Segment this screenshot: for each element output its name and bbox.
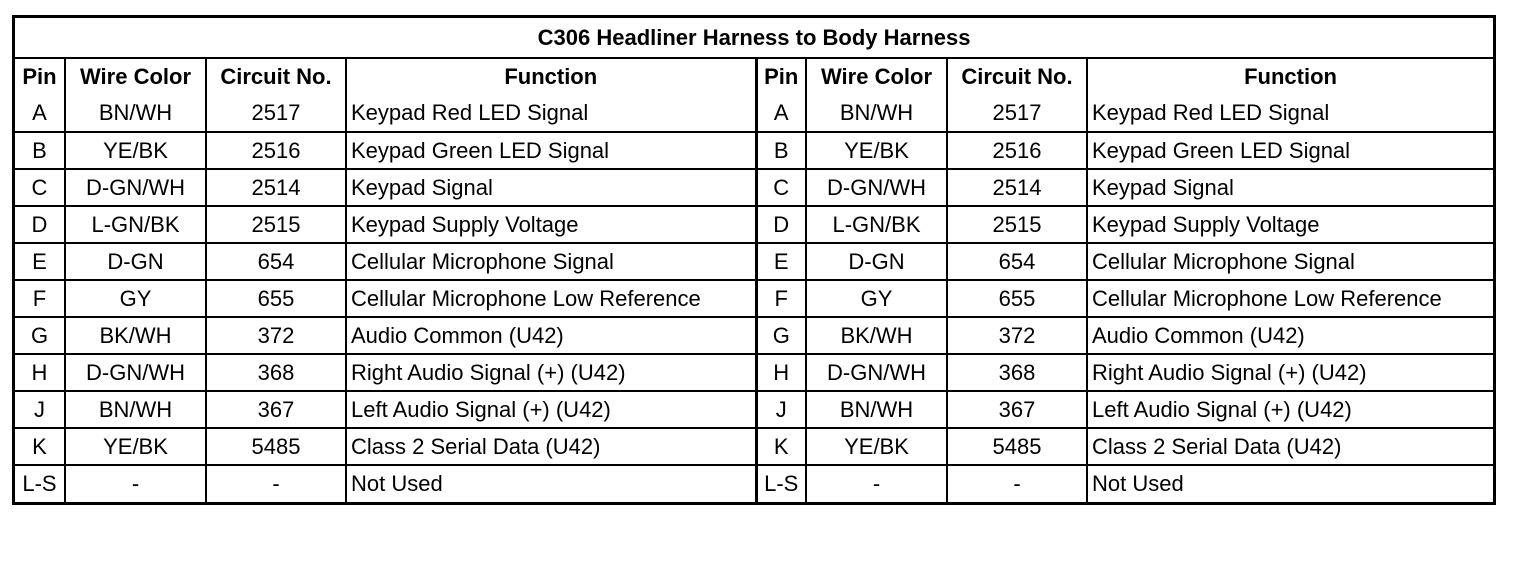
header-pin: Pin <box>756 58 806 95</box>
table-row <box>15 428 1493 465</box>
pin-cell: L-S <box>15 465 65 502</box>
function-cell: Class 2 Serial Data (U42) <box>346 428 756 465</box>
function-cell: Audio Common (U42) <box>346 317 756 354</box>
pin-cell: K <box>15 428 65 465</box>
function-cell: Keypad Supply Voltage <box>346 206 756 243</box>
function-cell: Right Audio Signal (+) (U42) <box>1087 354 1493 391</box>
pin-cell: J <box>15 391 65 428</box>
circuit-cell: 5485 <box>947 428 1087 465</box>
wire-color-cell: D-GN/WH <box>65 169 206 206</box>
pin-cell: D <box>756 206 806 243</box>
circuit-cell: 2514 <box>206 169 346 206</box>
circuit-cell: 2514 <box>947 169 1087 206</box>
wire-color-cell: YE/BK <box>65 428 206 465</box>
pin-cell: A <box>756 95 806 132</box>
header-function: Function <box>346 58 756 95</box>
circuit-cell: 368 <box>947 354 1087 391</box>
header-circuit-no: Circuit No. <box>947 58 1087 95</box>
connector-table-container <box>12 15 1496 505</box>
pin-cell: H <box>15 354 65 391</box>
function-cell: Left Audio Signal (+) (U42) <box>346 391 756 428</box>
pin-cell: E <box>15 243 65 280</box>
pin-cell: A <box>15 95 65 132</box>
wire-color-cell: L-GN/BK <box>65 206 206 243</box>
wire-color-cell: D-GN <box>65 243 206 280</box>
circuit-cell: 2517 <box>206 95 346 132</box>
pin-cell: C <box>15 169 65 206</box>
header-wire-color: Wire Color <box>806 58 947 95</box>
function-cell: Cellular Microphone Low Reference <box>346 280 756 317</box>
wire-color-cell: GY <box>806 280 947 317</box>
header-circuit-no: Circuit No. <box>206 58 346 95</box>
table-row <box>15 132 1493 169</box>
function-cell: Cellular Microphone Low Reference <box>1087 280 1493 317</box>
table-row <box>15 391 1493 428</box>
circuit-cell: 654 <box>206 243 346 280</box>
wire-color-cell: YE/BK <box>65 132 206 169</box>
function-cell: Keypad Green LED Signal <box>346 132 756 169</box>
circuit-cell: 367 <box>206 391 346 428</box>
circuit-cell: 367 <box>947 391 1087 428</box>
connector-pinout-table <box>15 18 1493 502</box>
circuit-cell: 2516 <box>947 132 1087 169</box>
table-body <box>15 95 1493 502</box>
circuit-cell: - <box>947 465 1087 502</box>
table-row <box>15 354 1493 391</box>
wire-color-cell: BN/WH <box>806 391 947 428</box>
wire-color-cell: - <box>806 465 947 502</box>
circuit-cell: 655 <box>206 280 346 317</box>
function-cell: Keypad Signal <box>1087 169 1493 206</box>
wire-color-cell: BN/WH <box>65 391 206 428</box>
function-cell: Cellular Microphone Signal <box>1087 243 1493 280</box>
pin-cell: K <box>756 428 806 465</box>
circuit-cell: 2515 <box>947 206 1087 243</box>
pin-cell: L-S <box>756 465 806 502</box>
wire-color-cell: BN/WH <box>65 95 206 132</box>
function-cell: Keypad Supply Voltage <box>1087 206 1493 243</box>
pin-cell: F <box>15 280 65 317</box>
pin-cell: G <box>15 317 65 354</box>
circuit-cell: 2516 <box>206 132 346 169</box>
pin-cell: E <box>756 243 806 280</box>
function-cell: Keypad Green LED Signal <box>1087 132 1493 169</box>
table-row <box>15 280 1493 317</box>
circuit-cell: 654 <box>947 243 1087 280</box>
wire-color-cell: GY <box>65 280 206 317</box>
circuit-cell: 372 <box>947 317 1087 354</box>
pin-cell: F <box>756 280 806 317</box>
circuit-cell: 2515 <box>206 206 346 243</box>
wire-color-cell: YE/BK <box>806 132 947 169</box>
pin-cell: B <box>15 132 65 169</box>
circuit-cell: 655 <box>947 280 1087 317</box>
circuit-cell: - <box>206 465 346 502</box>
wire-color-cell: YE/BK <box>806 428 947 465</box>
table-row <box>15 169 1493 206</box>
table-row <box>15 465 1493 502</box>
pin-cell: J <box>756 391 806 428</box>
function-cell: Left Audio Signal (+) (U42) <box>1087 391 1493 428</box>
table-row <box>15 317 1493 354</box>
header-pin: Pin <box>15 58 65 95</box>
pin-cell: B <box>756 132 806 169</box>
function-cell: Keypad Signal <box>346 169 756 206</box>
function-cell: Keypad Red LED Signal <box>346 95 756 132</box>
header-function: Function <box>1087 58 1493 95</box>
pin-cell: H <box>756 354 806 391</box>
function-cell: Not Used <box>346 465 756 502</box>
wire-color-cell: - <box>65 465 206 502</box>
pin-cell: D <box>15 206 65 243</box>
function-cell: Audio Common (U42) <box>1087 317 1493 354</box>
pin-cell: C <box>756 169 806 206</box>
circuit-cell: 5485 <box>206 428 346 465</box>
function-cell: Class 2 Serial Data (U42) <box>1087 428 1493 465</box>
wire-color-cell: BN/WH <box>806 95 947 132</box>
circuit-cell: 2517 <box>947 95 1087 132</box>
circuit-cell: 372 <box>206 317 346 354</box>
wire-color-cell: D-GN/WH <box>806 354 947 391</box>
header-wire-color: Wire Color <box>65 58 206 95</box>
pin-cell: G <box>756 317 806 354</box>
function-cell: Not Used <box>1087 465 1493 502</box>
table-title: C306 Headliner Harness to Body Harness <box>15 18 1493 58</box>
wire-color-cell: BK/WH <box>806 317 947 354</box>
wire-color-cell: D-GN <box>806 243 947 280</box>
wire-color-cell: D-GN/WH <box>65 354 206 391</box>
function-cell: Right Audio Signal (+) (U42) <box>346 354 756 391</box>
function-cell: Cellular Microphone Signal <box>346 243 756 280</box>
table-row <box>15 243 1493 280</box>
wire-color-cell: L-GN/BK <box>806 206 947 243</box>
circuit-cell: 368 <box>206 354 346 391</box>
wire-color-cell: BK/WH <box>65 317 206 354</box>
header-row <box>15 58 1493 95</box>
table-row <box>15 95 1493 132</box>
wire-color-cell: D-GN/WH <box>806 169 947 206</box>
title-row <box>15 18 1493 58</box>
function-cell: Keypad Red LED Signal <box>1087 95 1493 132</box>
table-row <box>15 206 1493 243</box>
